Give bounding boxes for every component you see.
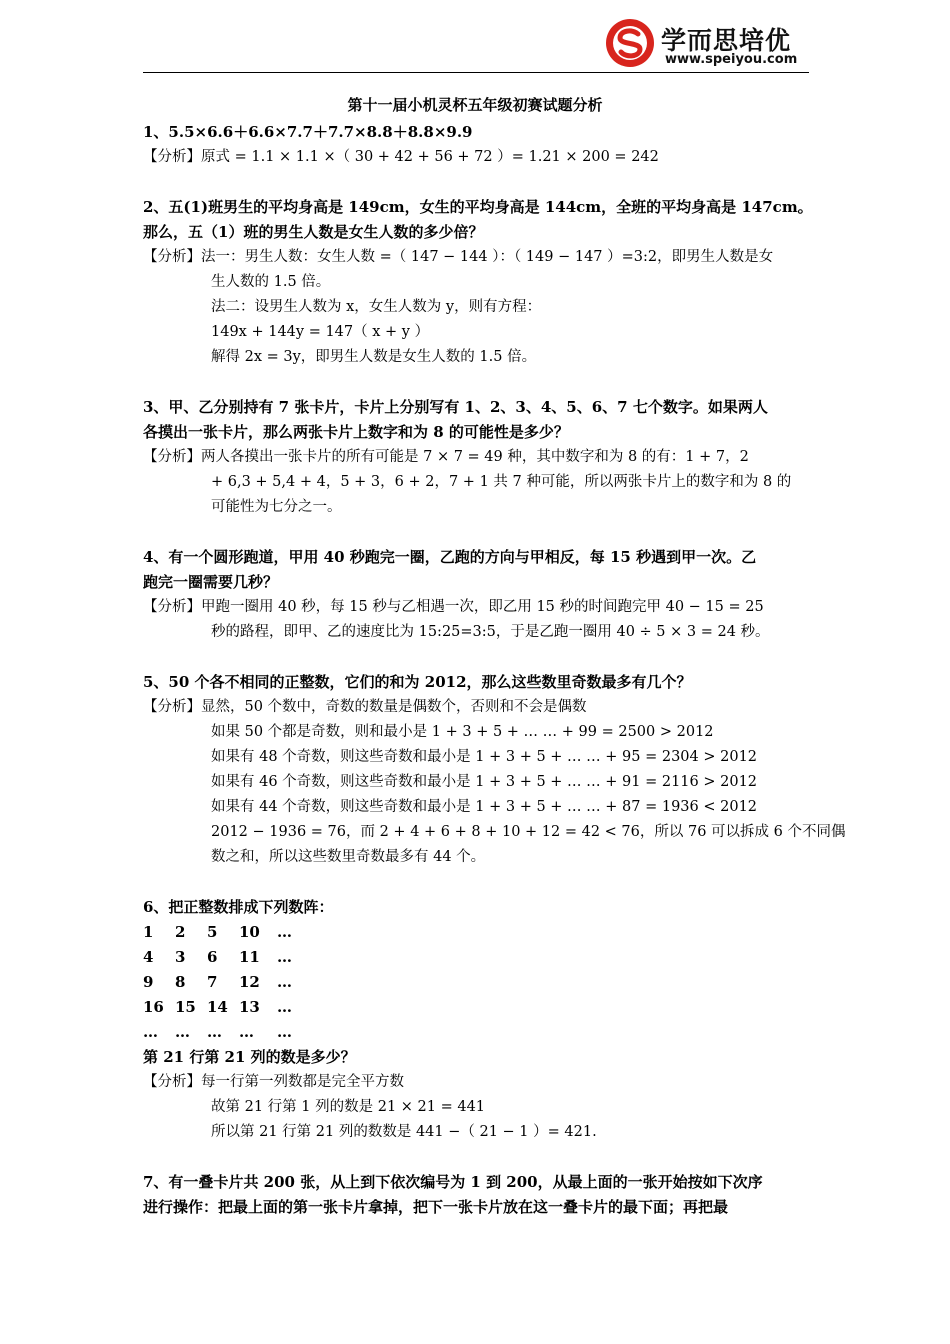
analysis-6-line: 故第 21 行第 1 列的数是 21 × 21 = 441 — [211, 1099, 486, 1115]
analysis-5-line: 如果有 44 个奇数，则这些奇数和最小是 1 + 3 + 5 + … … + 87 = 1936 < 2012 — [211, 799, 758, 815]
matrix-cell: 13 — [239, 998, 260, 1016]
matrix-row — [143, 1020, 809, 1045]
matrix-cell: 2 — [175, 923, 186, 941]
matrix-cell: … — [277, 973, 292, 991]
matrix-cell: 5 — [207, 923, 218, 941]
analysis-6-line: 【分析】每一行第一列数都是完全平方数 — [143, 1074, 404, 1090]
question-2-line-2: 那么，五（1）班的男生人数是女生人数的多少倍？ — [143, 223, 484, 241]
header-rule — [143, 72, 809, 73]
matrix-row — [143, 995, 809, 1020]
page-title: 第十一届小机灵杯五年级初赛试题分析 — [347, 96, 603, 114]
question-4-line-1: 4、有一个圆形跑道，甲用 40 秒跑完一圈，乙跑的方向与甲相反，每 15 秒遇到甲一次。乙 — [143, 548, 757, 566]
matrix-cell: 14 — [207, 998, 228, 1016]
analysis-4-line: 【分析】甲跑一圈用 40 秒，每 15 秒与乙相遇一次，即乙用 15 秒的时间跑完甲 40 − 15 = 25 — [143, 599, 764, 615]
matrix-cell: … — [277, 923, 292, 941]
matrix-cell: … — [239, 1023, 254, 1041]
question-7-line-2: 进行操作：把最上面的第一张卡片拿掉，把下一张卡片放在这一叠卡片的最下面；再把最 — [143, 1198, 729, 1216]
matrix-row — [143, 920, 809, 945]
matrix-cell: 6 — [207, 948, 218, 966]
matrix-cell: 4 — [143, 948, 154, 966]
matrix-cell: 8 — [175, 973, 186, 991]
question-7-line-1: 7、有一叠卡片共 200 张，从上到下依次编号为 1 到 200，从最上面的一张开始按如下次序 — [143, 1173, 763, 1191]
analysis-2-line: 生人数的 1.5 倍。 — [211, 274, 331, 290]
analysis-4-line: 秒的路程，即甲、乙的速度比为 15:25=3:5，于是乙跑一圈用 40 ÷ 5 × 3 = 24 秒。 — [211, 624, 770, 640]
document-body — [143, 120, 846, 1220]
question-2-line-1: 2、五(1)班男生的平均身高是 149cm，女生的平均身高是 144cm，全班的平均身高是 147cm。 — [143, 198, 813, 216]
matrix-cell: 12 — [239, 973, 260, 991]
analysis-5-line: 数之和，所以这些数里奇数最多有 44 个。 — [211, 849, 486, 865]
analysis-6-line: 所以第 21 行第 21 列的数数是 441 −（ 21 − 1 ）= 421. — [211, 1124, 597, 1140]
matrix-cell: 9 — [143, 973, 154, 991]
analysis-3-line: 可能性为七分之一。 — [211, 499, 342, 515]
question-1: 1、5.5×6.6＋6.6×7.7＋7.7×8.8＋8.8×9.9 — [143, 123, 473, 141]
matrix-cell: … — [207, 1023, 222, 1041]
analysis-2-line: 【分析】法一：男生人数：女生人数 =（ 147 − 144 ）：（ 149 − 147 ）=3:2，即男生人数是女 — [143, 249, 774, 265]
matrix-cell: … — [277, 998, 292, 1016]
analysis-5-line: 如果有 46 个奇数，则这些奇数和最小是 1 + 3 + 5 + … … + 91 = 2116 > 2012 — [211, 774, 758, 790]
analysis-2-line: 法二：设男生人数为 x，女生人数为 y，则有方程： — [211, 299, 542, 315]
question-3-line-2: 各摸出一张卡片，那么两张卡片上数字和为 8 的可能性是多少？ — [143, 423, 569, 441]
matrix-cell: 10 — [239, 923, 260, 941]
analysis-3-line: + 6,3 + 5,4 + 4，5 + 3，6 + 2，7 + 1 共 7 种可能，所以两张卡片上的数字和为 8 的 — [211, 474, 792, 490]
question-4-line-2: 跑完一圈需要几秒？ — [143, 573, 279, 591]
matrix-cell: 1 — [143, 923, 154, 941]
analysis-5-line: 如果 50 个都是奇数，则和最小是 1 + 3 + 5 + … … + 99 = 2500 > 2012 — [211, 724, 714, 740]
matrix-cell: 15 — [175, 998, 196, 1016]
analysis-1: 【分析】原式 = 1.1 × 1.1 ×（ 30 + 42 + 56 + 72 ）= 1.21 × 200 = 242 — [143, 149, 659, 165]
matrix-cell: 16 — [143, 998, 164, 1016]
matrix-cell: 11 — [239, 948, 260, 966]
brand-url: www.speiyou.com — [665, 52, 798, 67]
question-3-line-1: 3、甲、乙分别持有 7 张卡片，卡片上分别写有 1、2、3、4、5、6、7 七个数字。如果两人 — [143, 398, 768, 416]
matrix-cell: … — [143, 1023, 158, 1041]
matrix-cell: … — [277, 1023, 292, 1041]
question-5: 5、50 个各不相同的正整数，它们的和为 2012，那么这些数里奇数最多有几个？ — [143, 673, 692, 691]
matrix-row — [143, 970, 809, 995]
brand-logo — [605, 18, 815, 70]
analysis-2-line: 149x + 144y = 147（ x + y ） — [211, 324, 430, 340]
analysis-5-line: 2012 − 1936 = 76，而 2 + 4 + 6 + 8 + 10 + 12 = 42 < 76，所以 76 可以拆成 6 个不同偶 — [211, 824, 846, 840]
matrix-cell: 3 — [175, 948, 186, 966]
analysis-3-line: 【分析】两人各摸出一张卡片的所有可能是 7 × 7 = 49 种，其中数字和为 8 的有：1 + 7，2 — [143, 449, 749, 465]
analysis-5-line: 【分析】显然，50 个数中，奇数的数量是偶数个，否则和不会是偶数 — [143, 699, 587, 715]
analysis-5-line: 如果有 48 个奇数，则这些奇数和最小是 1 + 3 + 5 + … … + 95 = 2304 > 2012 — [211, 749, 758, 765]
question-6: 6、把正整数排成下列数阵： — [143, 898, 334, 916]
matrix-cell: … — [277, 948, 292, 966]
matrix-cell: 7 — [207, 973, 218, 991]
matrix-row — [143, 945, 809, 970]
brand-name: 学而思培优 — [661, 26, 792, 55]
analysis-2-line: 解得 2x = 3y，即男生人数是女生人数的 1.5 倍。 — [211, 349, 537, 365]
question-6-line-2: 第 21 行第 21 列的数是多少？ — [143, 1048, 356, 1066]
matrix-cell: … — [175, 1023, 190, 1041]
speiyou-logo-icon — [605, 18, 655, 68]
